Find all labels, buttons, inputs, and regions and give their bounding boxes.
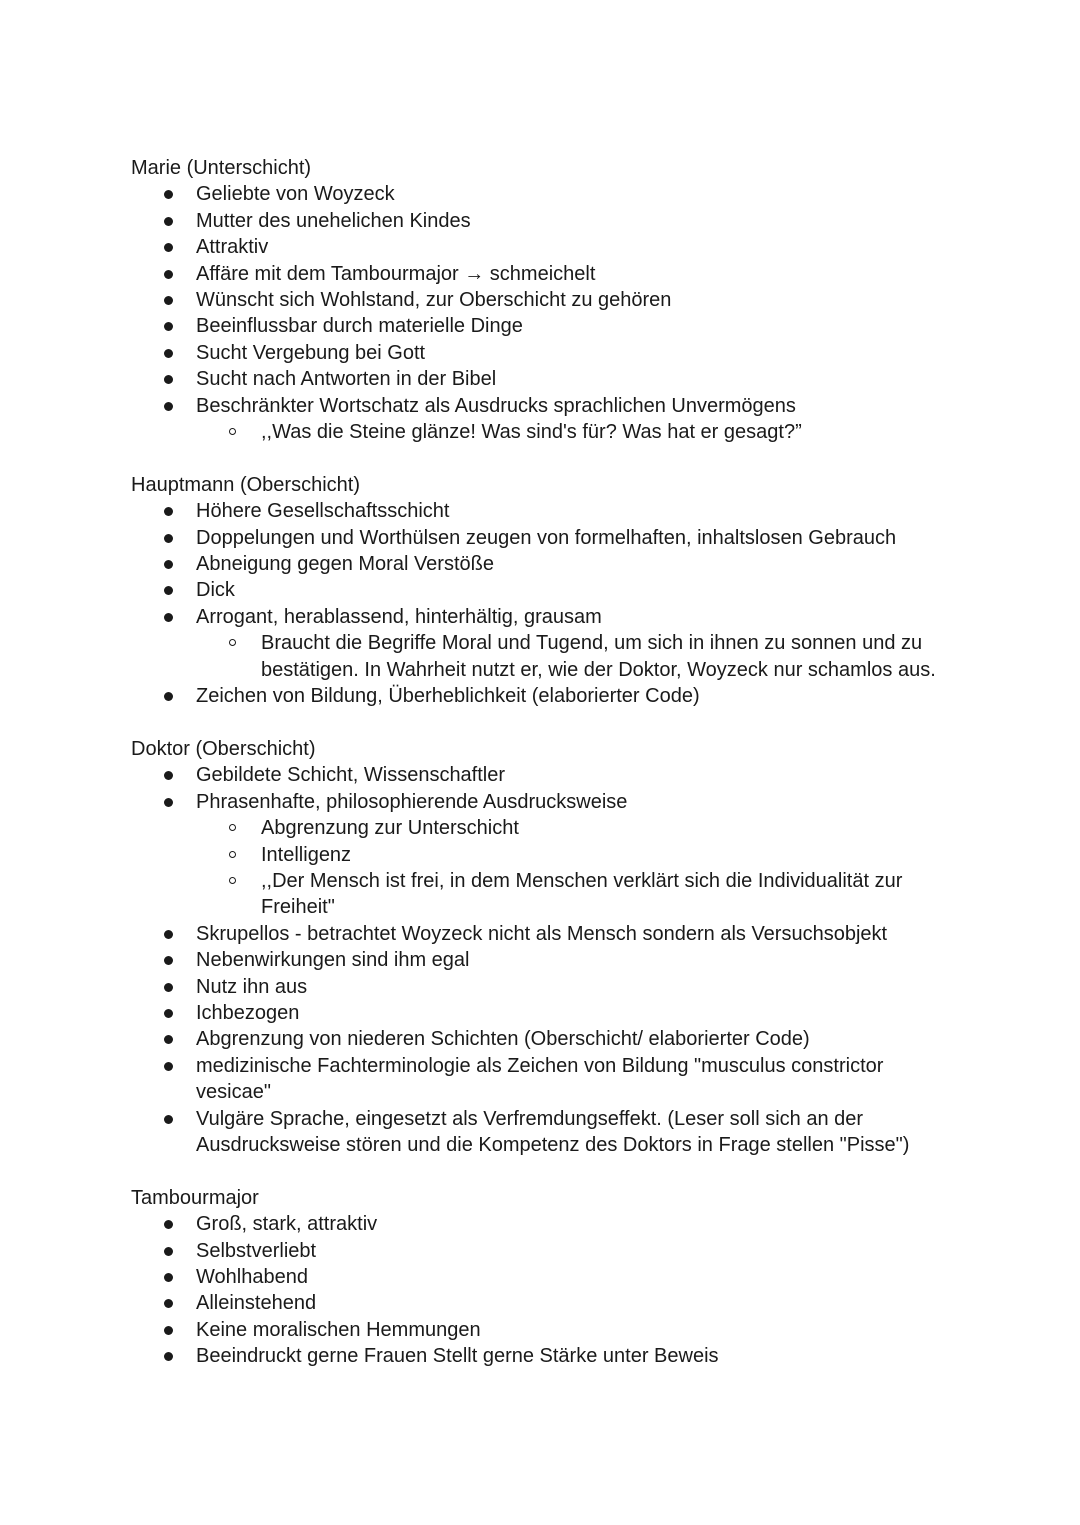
bullet-icon: [164, 1326, 173, 1335]
hollow-bullet-icon: [229, 824, 236, 831]
list-item: [131, 208, 961, 234]
bullet-list: [131, 498, 961, 709]
bullet-icon: [164, 375, 173, 384]
sub-list-item-text: Intelligenz: [261, 843, 352, 866]
bullet-icon: [164, 1352, 173, 1361]
sub-bullet-list: [196, 419, 961, 445]
bullet-icon: [164, 771, 173, 780]
list-item-text: Sucht Vergebung bei Gott: [196, 341, 426, 364]
list-item: [131, 947, 961, 973]
list-item: [131, 1026, 961, 1052]
list-item: [131, 921, 961, 947]
list-item: [131, 1000, 961, 1026]
list-item: [131, 1290, 961, 1316]
section-tambourmajor: [131, 1185, 961, 1370]
list-item: [131, 1317, 961, 1343]
list-item-text: Mutter des unehelichen Kindes: [196, 209, 471, 232]
list-item: [131, 789, 961, 921]
list-item-text: Wünscht sich Wohlstand, zur Oberschicht zu gehören: [196, 289, 672, 312]
bullet-icon: [164, 217, 173, 226]
quote-text: ,,Was die Steine glänze! Was sind's für? Was hat er gesagt?”: [261, 421, 802, 444]
list-item: [131, 683, 961, 709]
list-item-text: Selbstverliebt: [196, 1239, 317, 1262]
list-item-text: Arrogant, herablassend, hinterhältig, grausam: [196, 605, 602, 628]
list-item-text: Affäre mit dem Tambourmajor → schmeichelt: [196, 262, 596, 285]
list-item: [131, 974, 961, 1000]
list-item: [131, 1343, 961, 1369]
sub-list-item: [196, 842, 961, 868]
list-item: [131, 577, 961, 603]
section-heading: Hauptmann (Oberschicht): [131, 473, 360, 496]
sub-list-item: [196, 868, 961, 921]
bullet-icon: [164, 322, 173, 331]
hollow-bullet-icon: [229, 639, 236, 646]
hollow-bullet-icon: [229, 428, 236, 435]
bullet-icon: [164, 930, 173, 939]
bullet-icon: [164, 1062, 173, 1071]
list-item: [131, 1053, 961, 1106]
list-item-text: Nebenwirkungen sind ihm egal: [196, 949, 470, 972]
list-item: [131, 1264, 961, 1290]
list-item: [131, 366, 961, 392]
list-item-text: Phrasenhafte, philosophierende Ausdrucksweise: [196, 790, 628, 813]
list-item-text: Skrupellos - betrachtet Woyzeck nicht als Mensch sondern als Versuchsobjekt: [196, 922, 888, 945]
document-page: [131, 155, 961, 1370]
section-heading: Tambourmajor: [131, 1186, 259, 1209]
section-marie: [131, 155, 961, 445]
list-item-text: Gebildete Schicht, Wissenschaftler: [196, 764, 506, 787]
bullet-icon: [164, 1299, 173, 1308]
bullet-icon: [164, 956, 173, 965]
quote-text: ,,Der Mensch ist frei, in dem Menschen verklärt sich die Individualität zur Freiheit": [261, 869, 903, 919]
list-item-text: Doppelungen und Worthülsen zeugen von formelhaften, inhaltslosen Gebrauch: [196, 526, 897, 549]
list-item: [131, 498, 961, 524]
list-item: [131, 287, 961, 313]
bullet-icon: [164, 243, 173, 252]
bullet-icon: [164, 296, 173, 305]
section-heading: Marie (Unterschicht): [131, 157, 312, 179]
bullet-icon: [164, 534, 173, 543]
bullet-icon: [164, 983, 173, 992]
bullet-icon: [164, 692, 173, 701]
list-item: [131, 340, 961, 366]
section-heading: Doktor (Oberschicht): [131, 737, 316, 760]
list-item: [131, 762, 961, 788]
sub-list-item-text: Braucht die Begriffe Moral und Tugend, um sich in ihnen zu sonnen und zu bestätigen. In Wahrheit nutzt er, wie der Doktor, Woyzeck nur schamlos aus.: [261, 632, 936, 681]
bullet-icon: [164, 1220, 173, 1229]
list-item-text: Ichbezogen: [196, 1001, 300, 1024]
list-item-text: Abneigung gegen Moral Verstöße: [196, 553, 494, 576]
list-item-text: Beeindruckt gerne Frauen Stellt gerne Stärke unter Beweis: [196, 1345, 719, 1368]
list-item: [131, 551, 961, 577]
list-item-text: Abgrenzung von niederen Schichten (Oberschicht/ elaborierter Code): [196, 1028, 810, 1051]
bullet-icon: [164, 560, 173, 569]
list-item: [131, 261, 961, 287]
sub-list-item-text: Abgrenzung zur Unterschicht: [261, 817, 519, 840]
sub-bullet-list: [196, 815, 961, 921]
hollow-bullet-icon: [229, 851, 236, 858]
list-item-text: Geliebte von Woyzeck: [196, 183, 395, 206]
list-item-text: Sucht nach Antworten in der Bibel: [196, 368, 497, 391]
bullet-list: [131, 762, 961, 1158]
list-item: [131, 1106, 961, 1159]
bullet-icon: [164, 613, 173, 622]
bullet-icon: [164, 349, 173, 358]
section-hauptmann: [131, 472, 961, 710]
list-item: [131, 1238, 961, 1264]
list-item-text: Alleinstehend: [196, 1292, 317, 1315]
list-item: [131, 1211, 961, 1237]
list-item-text: Groß, stark, attraktiv: [196, 1213, 378, 1236]
list-item-text: Keine moralischen Hemmungen: [196, 1318, 481, 1341]
sub-list-item: [196, 419, 961, 445]
list-item-text: Dick: [196, 579, 235, 602]
hollow-bullet-icon: [229, 877, 236, 884]
bullet-icon: [164, 1035, 173, 1044]
list-item-text: Zeichen von Bildung, Überheblichkeit (elaborierter Code): [196, 685, 700, 708]
bullet-icon: [164, 1009, 173, 1018]
bullet-icon: [164, 586, 173, 595]
bullet-icon: [164, 798, 173, 807]
bullet-icon: [164, 1273, 173, 1282]
list-item-text: Höhere Gesellschaftsschicht: [196, 500, 450, 523]
bullet-icon: [164, 507, 173, 516]
bullet-icon: [164, 270, 173, 279]
section-doktor: [131, 736, 961, 1159]
bullet-icon: [164, 1247, 173, 1256]
bullet-icon: [164, 190, 173, 199]
list-item-text: Wohlhabend: [196, 1266, 308, 1289]
list-item: [131, 604, 961, 683]
list-item: [131, 525, 961, 551]
sub-list-item: [196, 630, 961, 683]
sub-bullet-list: [196, 630, 961, 683]
list-item: [131, 234, 961, 260]
list-item-text: Vulgäre Sprache, eingesetzt als Verfremdungseffekt. (Leser soll sich an der Ausdrucksweise stören und die Kompetenz des Doktors in Frage stellen "Pisse"): [196, 1107, 910, 1156]
list-item-text: medizinische Fachterminologie als Zeichen von Bildung "musculus constrictor vesicae": [196, 1054, 884, 1104]
list-item: [131, 181, 961, 207]
list-item: [131, 393, 961, 446]
list-item: [131, 313, 961, 339]
bullet-icon: [164, 1115, 173, 1124]
list-item-text: Attraktiv: [196, 236, 269, 259]
list-item-text: Beeinflussbar durch materielle Dinge: [196, 315, 523, 338]
bullet-icon: [164, 402, 173, 411]
list-item-text: Nutz ihn aus: [196, 975, 308, 998]
sub-list-item: [196, 815, 961, 841]
bullet-list: [131, 181, 961, 445]
list-item-text: Beschränkter Wortschatz als Ausdrucks sprachlichen Unvermögens: [196, 394, 796, 417]
bullet-list: [131, 1211, 961, 1369]
